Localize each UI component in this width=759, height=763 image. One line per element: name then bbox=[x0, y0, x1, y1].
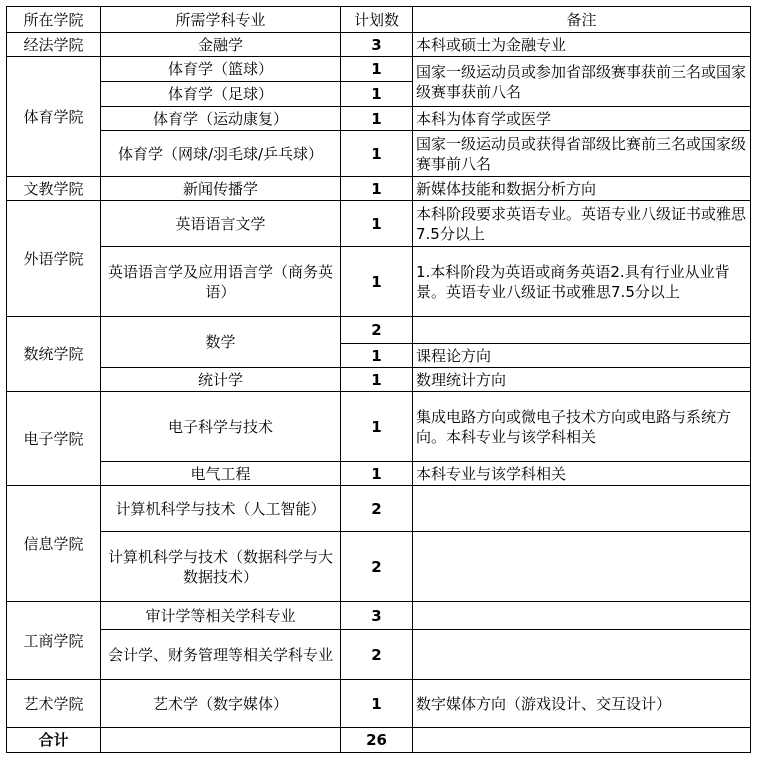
note-cell: 本科或硕士为金融专业 bbox=[413, 33, 751, 57]
college-cell: 信息学院 bbox=[7, 486, 101, 602]
note-cell: 本科阶段要求英语专业。英语专业八级证书或雅思7.5分以上 bbox=[413, 201, 751, 247]
college-cell: 数统学院 bbox=[7, 317, 101, 392]
header-note: 备注 bbox=[413, 7, 751, 33]
note-cell bbox=[413, 532, 751, 602]
total-row bbox=[7, 728, 751, 753]
header-count: 计划数 bbox=[341, 7, 413, 33]
college-cell: 文教学院 bbox=[7, 177, 101, 201]
major-cell: 体育学（足球） bbox=[101, 82, 341, 107]
college-cell: 经法学院 bbox=[7, 33, 101, 57]
total-label: 合计 bbox=[7, 728, 101, 753]
total-count: 26 bbox=[341, 728, 413, 753]
count-cell: 1 bbox=[341, 368, 413, 392]
major-cell: 新闻传播学 bbox=[101, 177, 341, 201]
count-cell: 1 bbox=[341, 57, 413, 82]
count-cell: 1 bbox=[341, 344, 413, 368]
major-cell: 电气工程 bbox=[101, 462, 341, 486]
table-row bbox=[7, 107, 751, 131]
note-cell: 1.本科阶段为英语或商务英语2.具有行业从业背景。英语专业八级证书或雅思7.5分以上 bbox=[413, 247, 751, 317]
note-cell bbox=[413, 317, 751, 344]
count-cell: 1 bbox=[341, 82, 413, 107]
college-cell: 外语学院 bbox=[7, 201, 101, 317]
table-row bbox=[7, 201, 751, 247]
major-cell: 数学 bbox=[101, 317, 341, 368]
table-row bbox=[7, 57, 751, 82]
table-row bbox=[7, 630, 751, 680]
major-cell: 审计学等相关学科专业 bbox=[101, 602, 341, 630]
major-cell: 统计学 bbox=[101, 368, 341, 392]
table-row bbox=[7, 486, 751, 532]
note-cell: 国家一级运动员或获得省部级比赛前三名或国家级赛事前八名 bbox=[413, 131, 751, 177]
table-row bbox=[7, 602, 751, 630]
table-row bbox=[7, 532, 751, 602]
count-cell: 3 bbox=[341, 33, 413, 57]
note-cell: 数理统计方向 bbox=[413, 368, 751, 392]
note-cell bbox=[413, 486, 751, 532]
count-cell: 2 bbox=[341, 317, 413, 344]
count-cell: 1 bbox=[341, 131, 413, 177]
major-cell: 金融学 bbox=[101, 33, 341, 57]
count-cell: 2 bbox=[341, 486, 413, 532]
college-cell: 体育学院 bbox=[7, 57, 101, 177]
table-row bbox=[7, 317, 751, 344]
count-cell: 2 bbox=[341, 532, 413, 602]
count-cell: 1 bbox=[341, 392, 413, 462]
table-row bbox=[7, 177, 751, 201]
note-cell: 国家一级运动员或参加省部级赛事获前三名或国家级赛事获前八名 bbox=[413, 57, 751, 107]
header-college: 所在学院 bbox=[7, 7, 101, 33]
major-cell: 计算机科学与技术（人工智能） bbox=[101, 486, 341, 532]
header-row bbox=[7, 7, 751, 33]
note-cell: 本科为体育学或医学 bbox=[413, 107, 751, 131]
major-cell: 计算机科学与技术（数据科学与大数据技术） bbox=[101, 532, 341, 602]
recruitment-table bbox=[6, 6, 751, 753]
total-major-cell bbox=[101, 728, 341, 753]
major-cell: 体育学（篮球） bbox=[101, 57, 341, 82]
major-cell: 艺术学（数字媒体） bbox=[101, 680, 341, 728]
count-cell: 1 bbox=[341, 247, 413, 317]
table-row bbox=[7, 131, 751, 177]
count-cell: 1 bbox=[341, 177, 413, 201]
total-note-cell bbox=[413, 728, 751, 753]
count-cell: 1 bbox=[341, 680, 413, 728]
table-row bbox=[7, 368, 751, 392]
count-cell: 3 bbox=[341, 602, 413, 630]
count-cell: 1 bbox=[341, 201, 413, 247]
note-cell: 数字媒体方向（游戏设计、交互设计） bbox=[413, 680, 751, 728]
major-cell: 会计学、财务管理等相关学科专业 bbox=[101, 630, 341, 680]
major-cell: 电子科学与技术 bbox=[101, 392, 341, 462]
count-cell: 1 bbox=[341, 462, 413, 486]
table-row bbox=[7, 392, 751, 462]
table-row bbox=[7, 462, 751, 486]
note-cell: 课程论方向 bbox=[413, 344, 751, 368]
major-cell: 体育学（运动康复） bbox=[101, 107, 341, 131]
note-cell bbox=[413, 602, 751, 630]
major-cell: 英语语言文学 bbox=[101, 201, 341, 247]
note-cell: 集成电路方向或微电子技术方向或电路与系统方向。本科专业与该学科相关 bbox=[413, 392, 751, 462]
college-cell: 艺术学院 bbox=[7, 680, 101, 728]
table-row bbox=[7, 247, 751, 317]
table-row bbox=[7, 680, 751, 728]
table-row bbox=[7, 33, 751, 57]
major-cell: 体育学（网球/羽毛球/乒乓球） bbox=[101, 131, 341, 177]
college-cell: 工商学院 bbox=[7, 602, 101, 680]
count-cell: 2 bbox=[341, 630, 413, 680]
header-major: 所需学科专业 bbox=[101, 7, 341, 33]
college-cell: 电子学院 bbox=[7, 392, 101, 486]
count-cell: 1 bbox=[341, 107, 413, 131]
major-cell: 英语语言学及应用语言学（商务英语） bbox=[101, 247, 341, 317]
note-cell bbox=[413, 630, 751, 680]
note-cell: 新媒体技能和数据分析方向 bbox=[413, 177, 751, 201]
note-cell: 本科专业与该学科相关 bbox=[413, 462, 751, 486]
